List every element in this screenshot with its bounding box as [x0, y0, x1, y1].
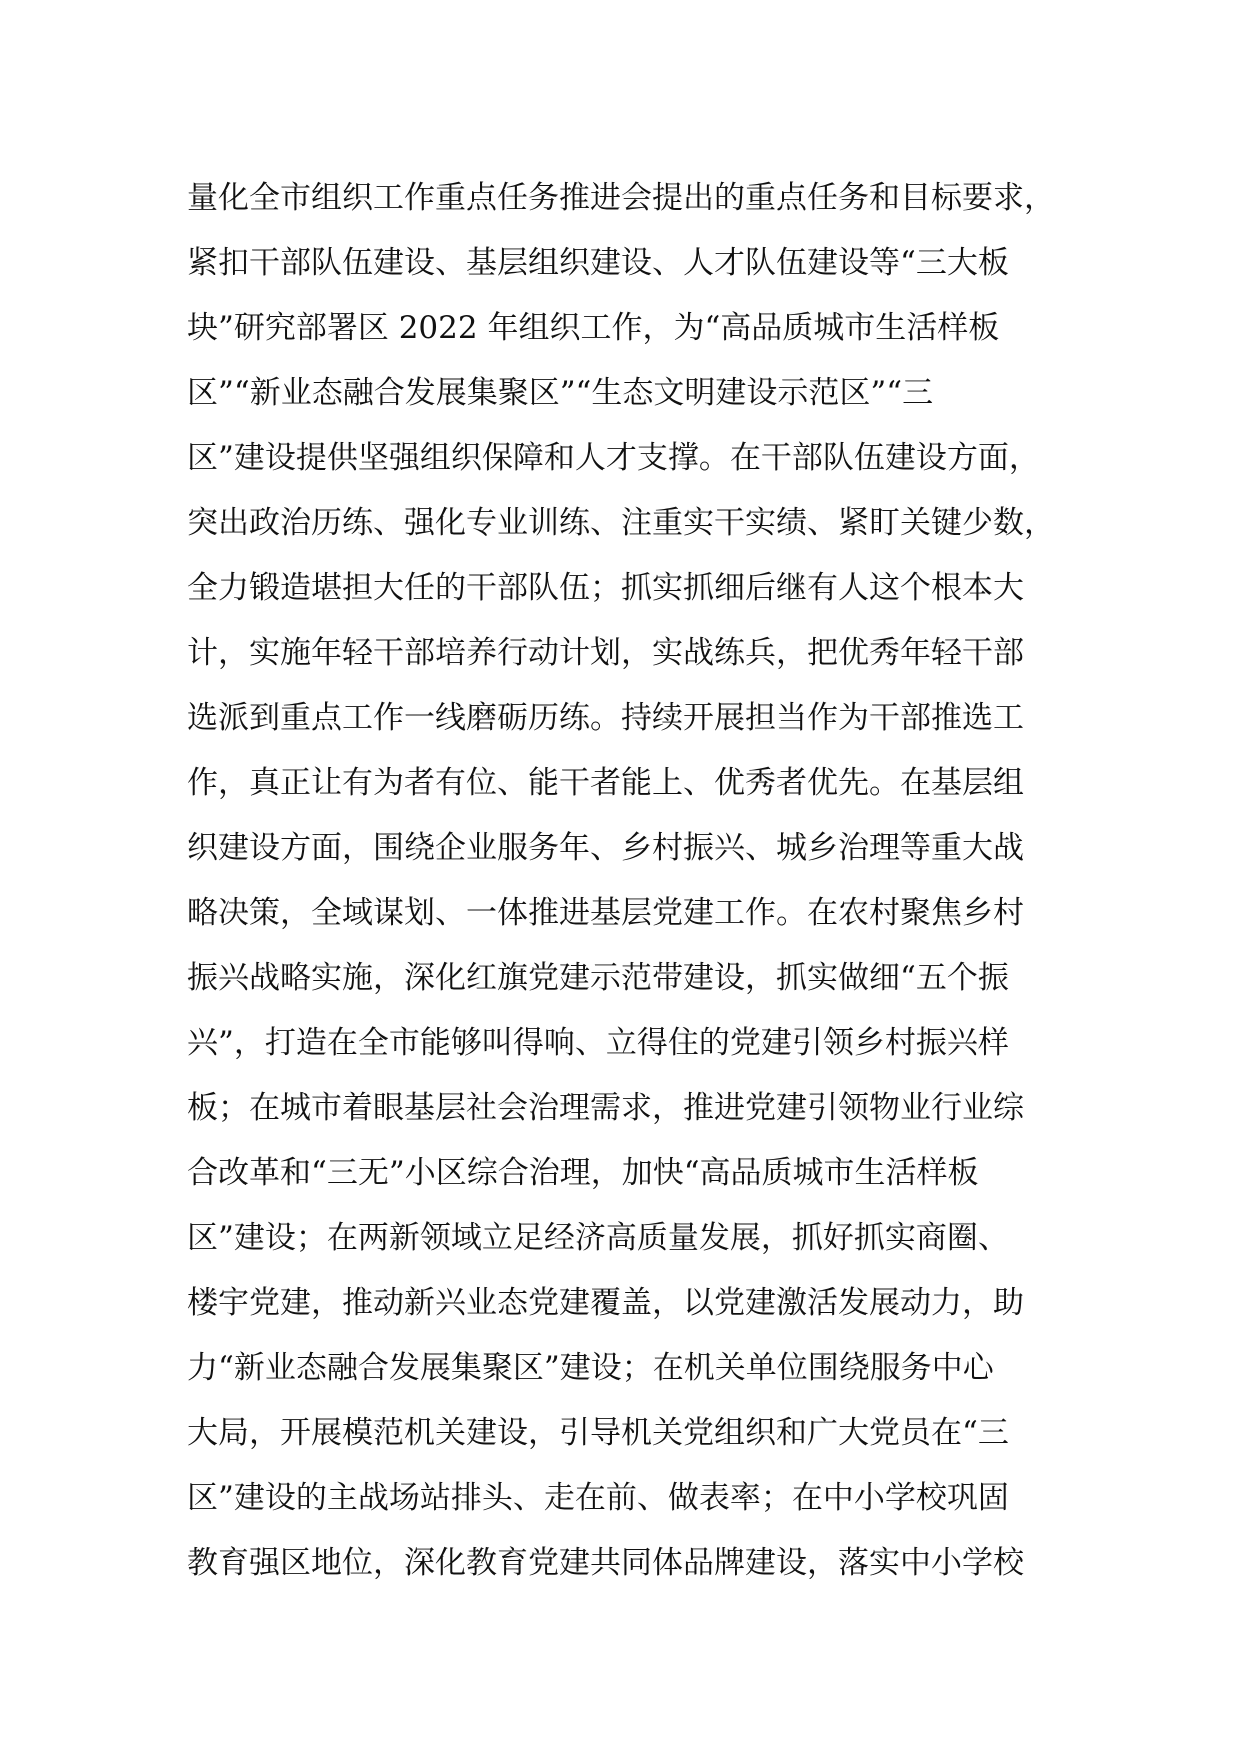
text-line: 量化全市组织工作重点任务推进会提出的重点任务和目标要求，	[187, 180, 1055, 216]
text-line: 区”建设；在两新领域立足经济高质量发展，抓好抓实商圈、	[187, 1220, 1009, 1256]
text-line: 区”建设提供坚强组织保障和人才支撑。在干部队伍建设方面，	[187, 440, 1040, 476]
text-line: 作，真正让有为者有位、能干者能上、优秀者优先。在基层组	[187, 765, 1024, 801]
text-line: 兴”，打造在全市能够叫得响、立得住的党建引领乡村振兴样	[187, 1025, 1009, 1061]
text-line: 合改革和“三无”小区综合治理，加快“高品质城市生活样板	[187, 1155, 979, 1191]
text-line: 突出政治历练、强化专业训练、注重实干实绩、紧盯关键少数，	[187, 505, 1055, 541]
body-paragraph	[187, 171, 1087, 1601]
text-line: 织建设方面，围绕企业服务年、乡村振兴、城乡治理等重大战	[187, 830, 1024, 866]
text-line: 区”建设的主战场站排头、走在前、做表率；在中小学校巩固	[187, 1480, 1009, 1516]
text-line: 教育强区地位，深化教育党建共同体品牌建设，落实中小学校	[187, 1545, 1024, 1581]
text-line: 大局，开展模范机关建设，引导机关党组织和广大党员在“三	[187, 1415, 1009, 1451]
text-line: 选派到重点工作一线磨砺历练。持续开展担当作为干部推选工	[187, 700, 1024, 736]
text-line: 略决策，全域谋划、一体推进基层党建工作。在农村聚焦乡村	[187, 895, 1024, 931]
text-line: 全力锻造堪担大任的干部队伍；抓实抓细后继有人这个根本大	[187, 570, 1024, 606]
text-line: 板；在城市着眼基层社会治理需求，推进党建引领物业行业综	[187, 1090, 1024, 1126]
text-line: 计，实施年轻干部培养行动计划，实战练兵，把优秀年轻干部	[187, 635, 1024, 671]
text-line: 紧扣干部队伍建设、基层组织建设、人才队伍建设等“三大板	[187, 245, 1009, 281]
text-line: 振兴战略实施，深化红旗党建示范带建设，抓实做细“五个振	[187, 960, 1009, 996]
text-line: 力“新业态融合发展集聚区”建设；在机关单位围绕服务中心	[187, 1350, 994, 1386]
text-line: 楼宇党建，推动新兴业态党建覆盖，以党建激活发展动力，助	[187, 1285, 1024, 1321]
text-line: 块”研究部署区 2022 年组织工作，为“高品质城市生活样板	[187, 310, 1000, 346]
text-line: 区”“新业态融合发展集聚区”“生态文明建设示范区”“三	[187, 375, 934, 411]
